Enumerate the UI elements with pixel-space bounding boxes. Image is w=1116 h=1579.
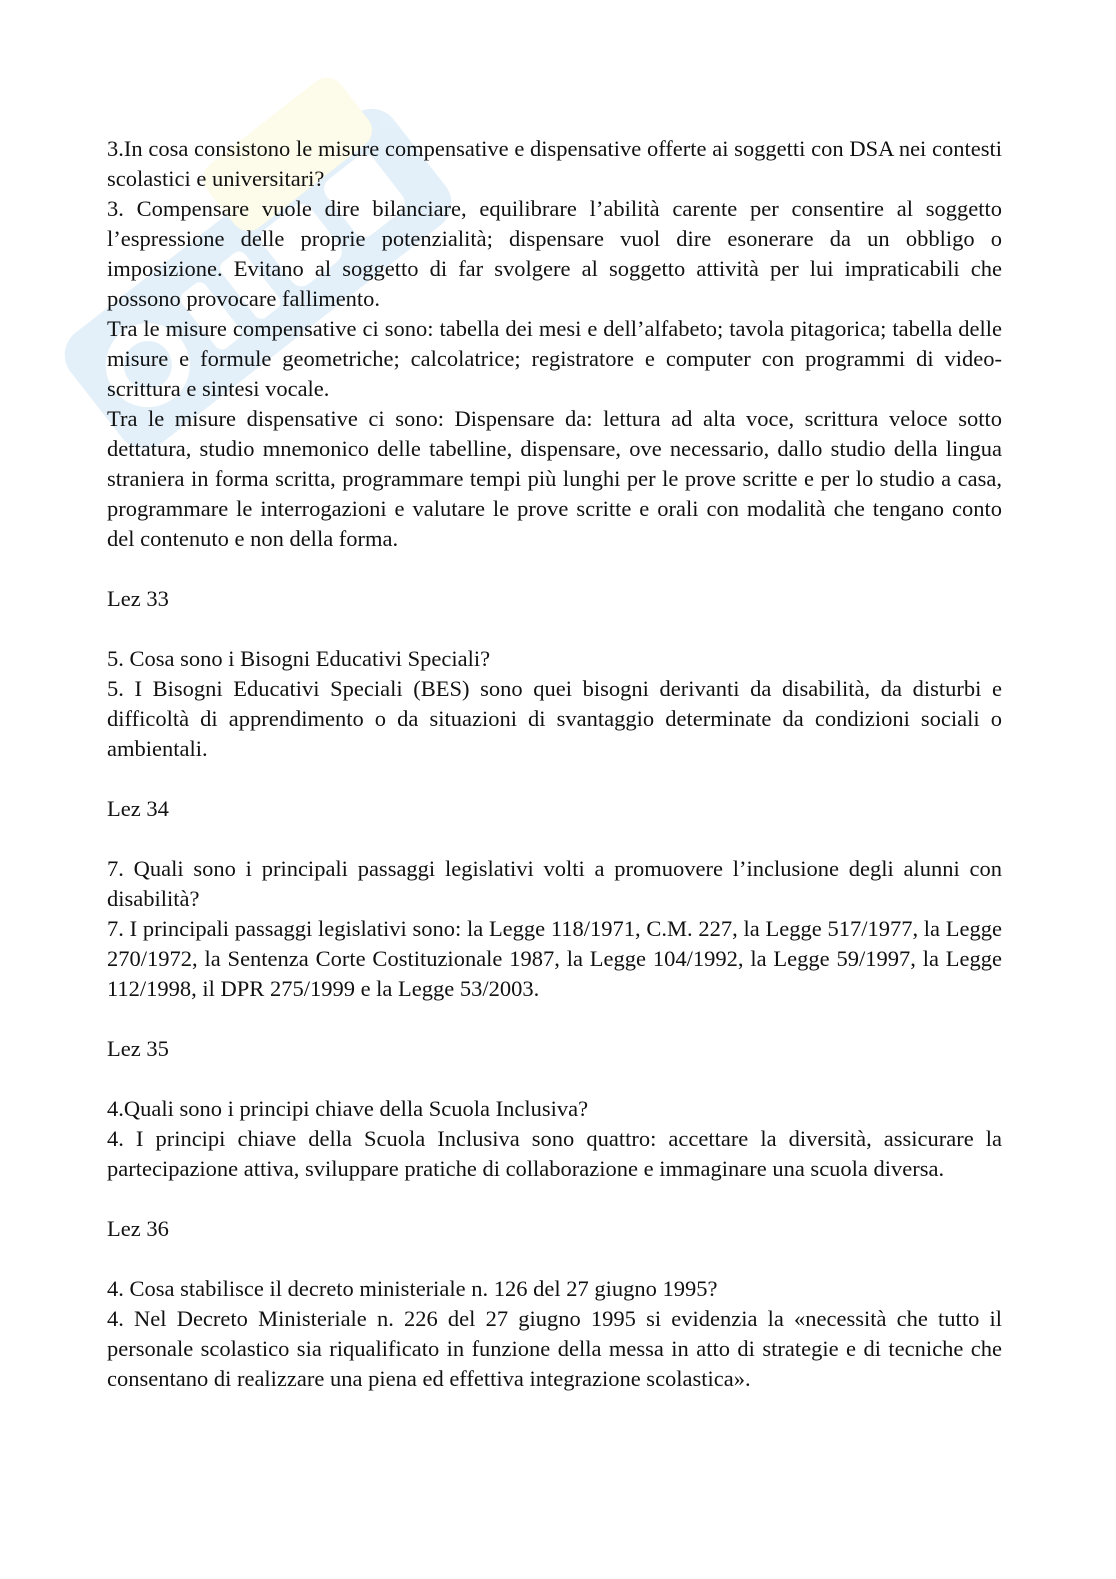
answer-text: Tra le misure compensative ci sono: tabella dei mesi e dell’alfabeto; tavola pitagorica; tabella delle misure e formule geometriche; calcolatrice; registratore e computer con programmi di video-scrittura e sintesi vocale. [107,316,1002,401]
answer-text: Tra le misure dispensative ci sono: Dispensare da: lettura ad alta voce, scrittura veloce sotto dettatura, studio mnemonico delle tabelline, dispensare, ove necessario, dallo studio della lingua straniera in forma scritta, programmare tempi più lunghi per le prove scritte e per lo studio a casa, programmare le interrogazioni e valutare le prove scritte e orali con modalità che tengano conto del contenuto e non della forma. [107,406,1002,551]
spacer [107,1184,1002,1214]
answer-text: 4. Nel Decreto Ministeriale n. 226 del 27 giugno 1995 si evidenzia la «necessità che tutto il personale scolastico sia riqualificato in funzione della messa in atto di strategie e di tecniche che consentano di realizzare una piena ed effettiva integrazione scolastica». [107,1306,1002,1391]
spacer [107,1064,1002,1094]
question-text: 5. Cosa sono i Bisogni Educativi Speciali? [107,646,491,671]
answer-text: 5. I Bisogni Educativi Speciali (BES) sono quei bisogni derivanti da disabilità, da disturbi e difficoltà di apprendimento o da situazioni di svantaggio determinate da condizioni sociali o ambientali. [107,676,1002,761]
lesson-heading: Lez 34 [107,796,169,821]
spacer [107,614,1002,644]
lesson-heading: Lez 35 [107,1036,169,1061]
spacer [107,764,1002,794]
document-body [107,134,1002,1394]
qa-block-bes [107,644,1002,764]
answer-text: 4. I principi chiave della Scuola Inclusiva sono quattro: accettare la diversità, assicurare la partecipazione attiva, sviluppare pratiche di collaborazione e immaginare una scuola diversa. [107,1126,1002,1181]
lesson-heading: Lez 33 [107,586,169,611]
question-text: 4. Cosa stabilisce il decreto ministeriale n. 126 del 27 giugno 1995? [107,1276,718,1301]
spacer [107,1004,1002,1034]
question-text: 7. Quali sono i principali passaggi legislativi volti a promuovere l’inclusione degli alunni con disabilità? [107,856,1002,911]
question-text: 3.In cosa consistono le misure compensative e dispensative offerte ai soggetti con DSA nei contesti scolastici e universitari? [107,136,1002,191]
question-text: 4.Quali sono i principi chiave della Scuola Inclusiva? [107,1096,589,1121]
qa-block-decree [107,1274,1002,1394]
spacer [107,1244,1002,1274]
spacer [107,554,1002,584]
qa-block-legislation [107,854,1002,1004]
spacer [107,824,1002,854]
qa-block-inclusive-school [107,1094,1002,1184]
qa-block-3-dsa [107,134,1002,554]
lesson-heading: Lez 36 [107,1216,169,1241]
answer-text: 3. Compensare vuole dire bilanciare, equilibrare l’abilità carente per consentire al soggetto l’espressione delle proprie potenzialità; dispensare vuol dire esonerare da un obbligo o imposizione. Evitano al soggetto di far svolgere al soggetto attività per lui impraticabili che possono provocare fallimento. [107,196,1002,311]
answer-text: 7. I principali passaggi legislativi sono: la Legge 118/1971, C.M. 227, la Legge 517/1977, la Legge 270/1972, la Sentenza Corte Costituzionale 1987, la Legge 104/1992, la Legge 59/1997, la Legge 112/1998, il DPR 275/1999 e la Legge 53/2003. [107,916,1002,1001]
